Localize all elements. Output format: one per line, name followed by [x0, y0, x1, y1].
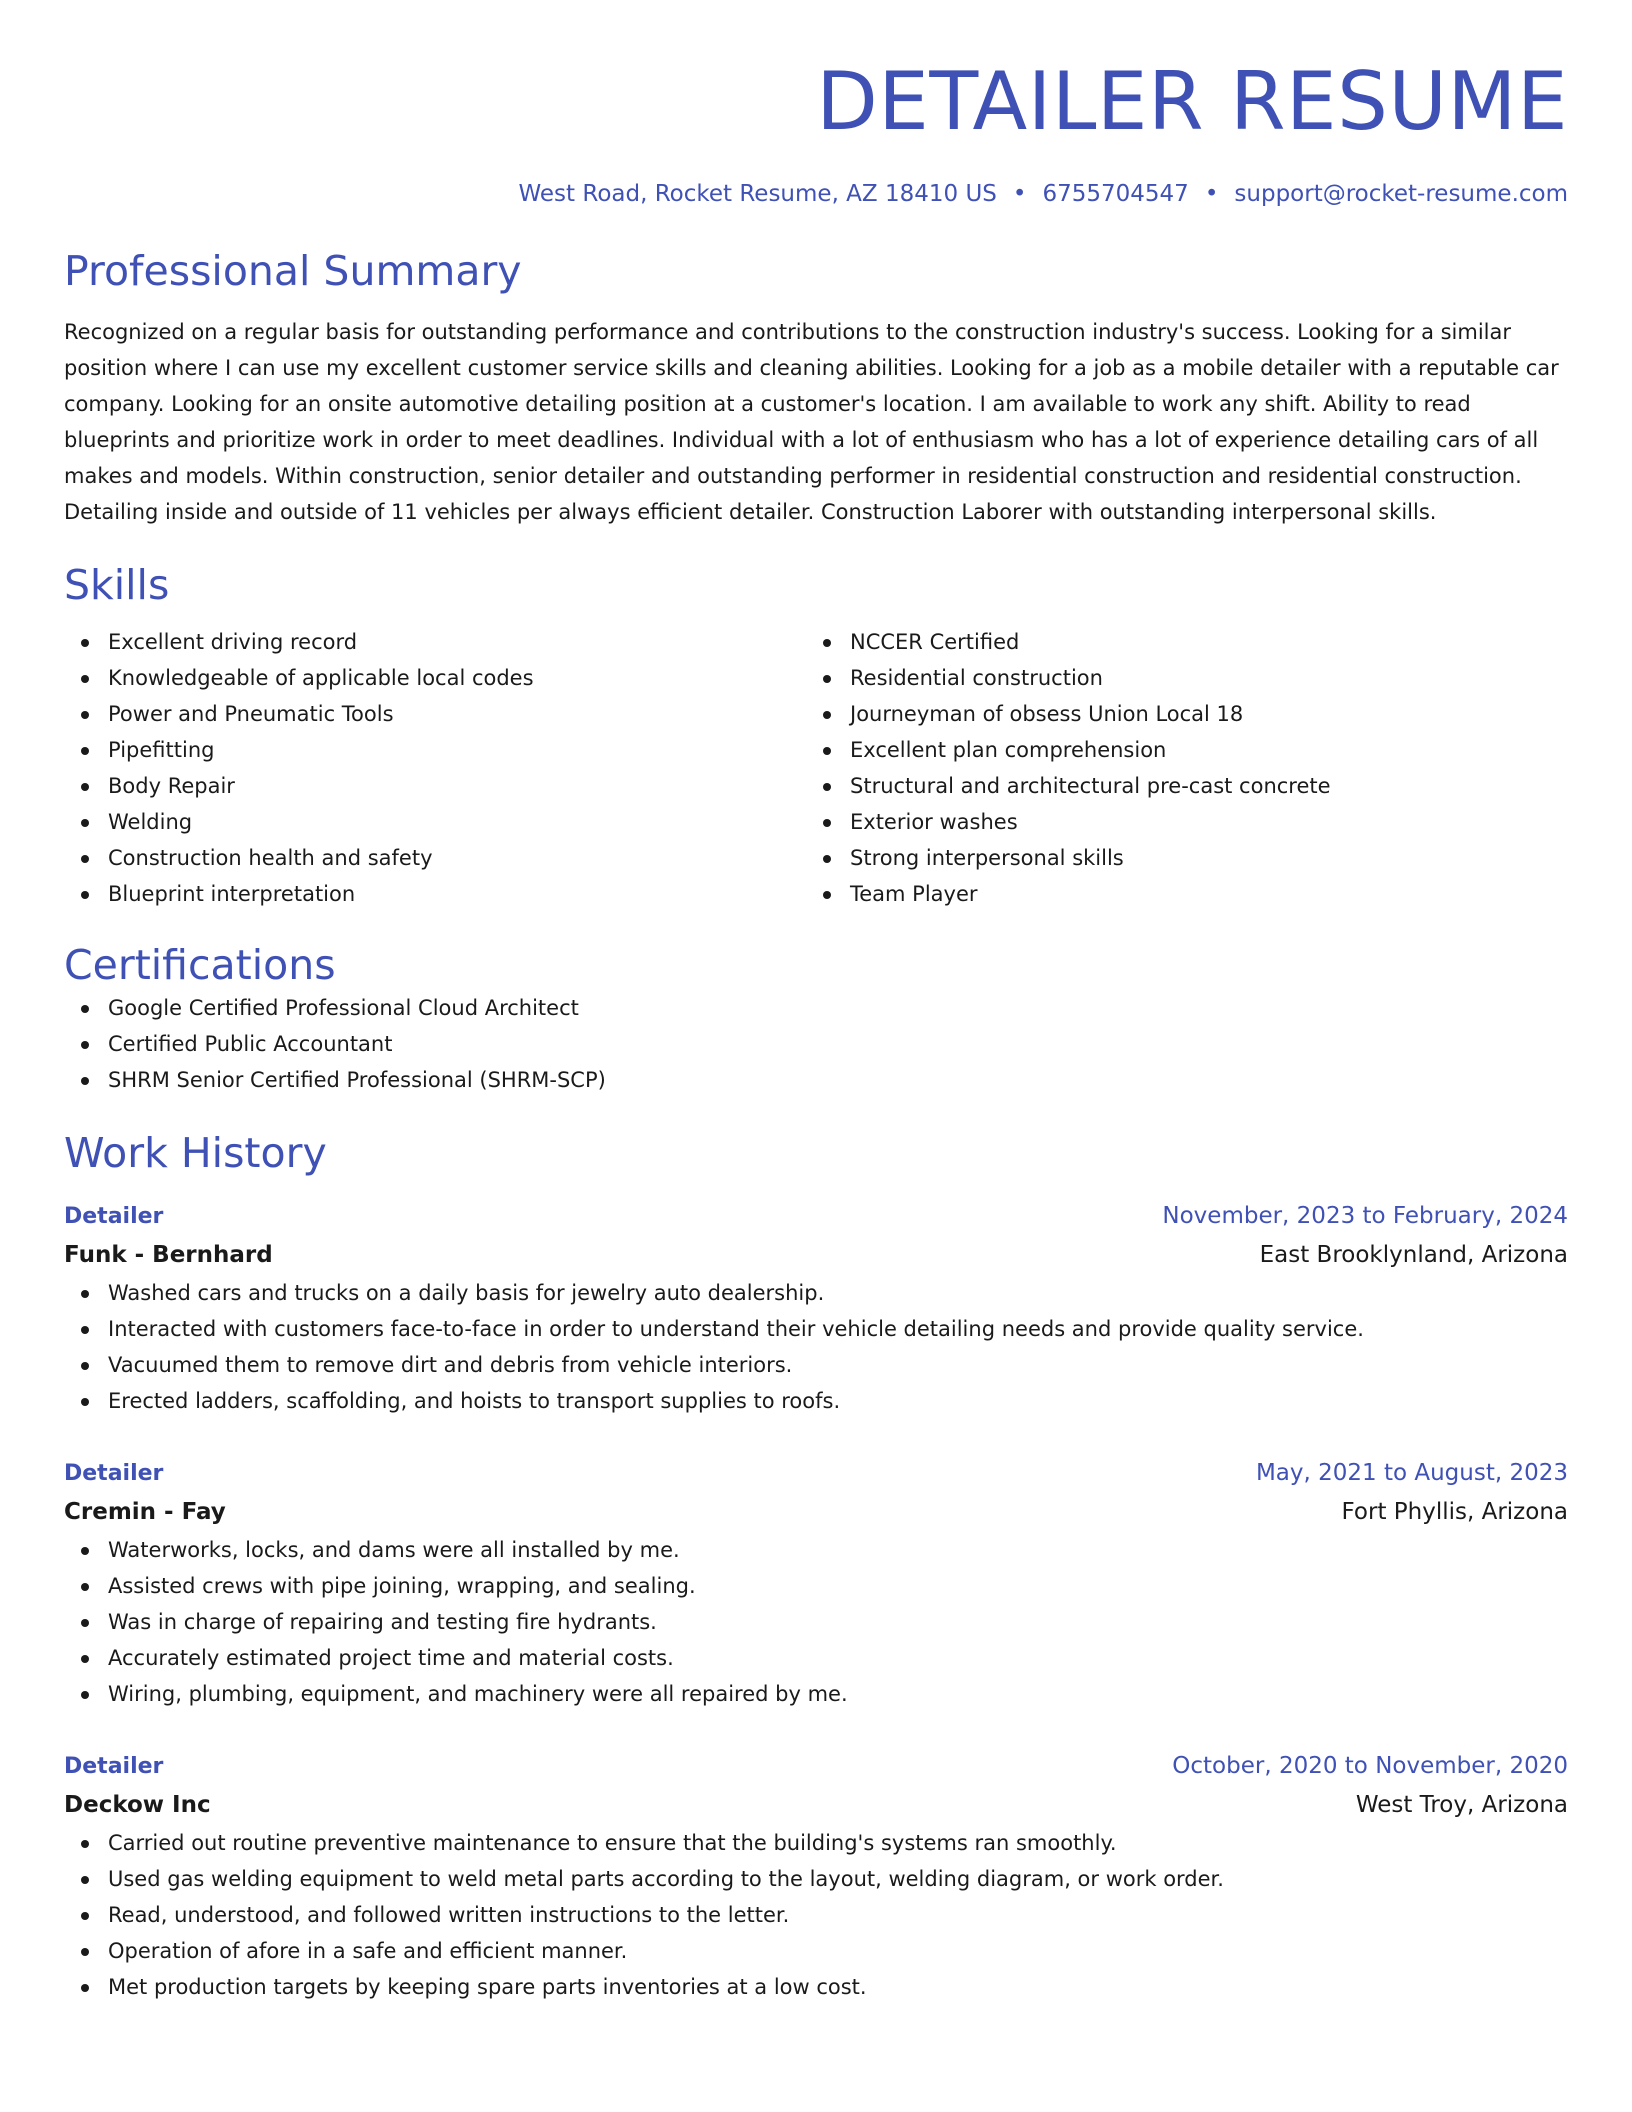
resume-title: DETAILER RESUME [816, 55, 1568, 148]
skill-item: NCCER Certified [806, 624, 1548, 660]
certification-item: SHRM Senior Certified Professional (SHRM-SCP) [64, 1062, 1568, 1098]
job-location: Fort Phyllis, Arizona [1341, 1499, 1568, 1525]
job-entry [64, 1198, 1568, 1419]
job-bullet: Assisted crews with pipe joining, wrapping, and sealing. [64, 1568, 1568, 1604]
job-role: Detailer [64, 1754, 164, 1779]
skill-item: Excellent plan comprehension [806, 732, 1548, 768]
summary-heading: Professional Summary [64, 247, 522, 295]
contact-separator: • [1204, 181, 1219, 207]
resume-header [64, 0, 1568, 208]
job-company-row [64, 1785, 1568, 1825]
job-bullet: Interacted with customers face-to-face in order to understand their vehicle detailing needs and provide quality service. [64, 1311, 1568, 1347]
certifications-heading: Certifications [64, 941, 336, 989]
job-location: East Brooklynland, Arizona [1259, 1242, 1568, 1268]
job-bullet: Waterworks, locks, and dams were all installed by me. [64, 1532, 1568, 1568]
job-header-row [64, 1748, 1568, 1785]
skill-item: Journeyman of obsess Union Local 18 [806, 696, 1548, 732]
job-dates: November, 2023 to February, 2024 [1162, 1203, 1568, 1229]
summary-text: Recognized on a regular basis for outstanding performance and contributions to the construction industry's success. Looking for a similar position where I can use my excellent customer service skills and cleaning abilities. Looking for a job as a mobile detailer with a reputable car company. Looking for an onsite automotive detailing position at a customer's location. I am available to work any shift. Ability to read blueprints and prioritize work in order to meet deadlines. Individual with a lot of enthusiasm who has a lot of experience detailing cars of all makes and models. Within construction, senior detailer and outstanding performer in residential construction and residential construction. Detailing inside and outside of 11 vehicles per always efficient detailer. Construction Laborer with outstanding interpersonal skills. [64, 320, 1559, 524]
job-bullet: Read, understood, and followed written instructions to the letter. [64, 1897, 1568, 1933]
job-location: West Troy, Arizona [1355, 1792, 1568, 1818]
job-bullet: Wiring, plumbing, equipment, and machinery were all repaired by me. [64, 1676, 1568, 1712]
job-bullet: Used gas welding equipment to weld metal parts according to the layout, welding diagram, or work order. [64, 1861, 1568, 1897]
skill-item: Blueprint interpretation [64, 876, 806, 912]
contact-address: West Road, Rocket Resume, AZ 18410 US [518, 181, 997, 207]
skills-list-left [64, 624, 806, 912]
certifications-list [64, 990, 1568, 1098]
skill-item: Excellent driving record [64, 624, 806, 660]
job-role: Detailer [64, 1461, 164, 1486]
job-company: Cremin - Fay [64, 1499, 226, 1525]
skill-item: Residential construction [806, 660, 1548, 696]
contact-email[interactable]: support@rocket-resume.com [1234, 181, 1568, 207]
skills-grid [64, 624, 1568, 912]
job-bullets [64, 1825, 1568, 2005]
skill-item: Strong interpersonal skills [806, 840, 1548, 876]
skill-item: Construction health and safety [64, 840, 806, 876]
job-header-row [64, 1455, 1568, 1492]
skill-item: Knowledgeable of applicable local codes [64, 660, 806, 696]
job-company: Funk - Bernhard [64, 1242, 273, 1268]
job-bullets [64, 1532, 1568, 1712]
skill-item: Power and Pneumatic Tools [64, 696, 806, 732]
job-bullet: Operation of afore in a safe and efficient manner. [64, 1933, 1568, 1969]
skill-item: Pipefitting [64, 732, 806, 768]
skill-item: Body Repair [64, 768, 806, 804]
skills-column-left [64, 624, 806, 912]
job-bullets [64, 1275, 1568, 1419]
skill-item: Exterior washes [806, 804, 1548, 840]
skill-item: Welding [64, 804, 806, 840]
skill-item: Structural and architectural pre-cast concrete [806, 768, 1548, 804]
job-company-row [64, 1492, 1568, 1532]
job-header-row [64, 1198, 1568, 1235]
job-bullet: Carried out routine preventive maintenance to ensure that the building's systems ran smoothly. [64, 1825, 1568, 1861]
skill-item: Team Player [806, 876, 1548, 912]
job-dates: May, 2021 to August, 2023 [1255, 1460, 1568, 1486]
job-bullet: Vacuumed them to remove dirt and debris from vehicle interiors. [64, 1347, 1568, 1383]
skills-column-right [806, 624, 1548, 912]
skills-heading: Skills [64, 561, 170, 609]
job-bullet: Was in charge of repairing and testing fire hydrants. [64, 1604, 1568, 1640]
contact-separator: • [1012, 181, 1027, 207]
job-bullet: Erected ladders, scaffolding, and hoists to transport supplies to roofs. [64, 1383, 1568, 1419]
certification-item: Google Certified Professional Cloud Architect [64, 990, 1568, 1026]
job-role: Detailer [64, 1204, 164, 1229]
job-dates: October, 2020 to November, 2020 [1172, 1753, 1568, 1779]
certification-item: Certified Public Accountant [64, 1026, 1568, 1062]
contact-phone: 6755704547 [1042, 181, 1189, 207]
work-history-heading: Work History [64, 1129, 327, 1177]
job-bullet: Washed cars and trucks on a daily basis for jewelry auto dealership. [64, 1275, 1568, 1311]
job-bullet: Met production targets by keeping spare parts inventories at a low cost. [64, 1969, 1568, 2005]
job-entry [64, 1455, 1568, 1712]
job-bullet: Accurately estimated project time and material costs. [64, 1640, 1568, 1676]
skills-list-right [806, 624, 1548, 912]
job-entry [64, 1748, 1568, 2005]
contact-line [64, 180, 1568, 208]
job-company-row [64, 1235, 1568, 1275]
job-company: Deckow Inc [64, 1792, 211, 1818]
